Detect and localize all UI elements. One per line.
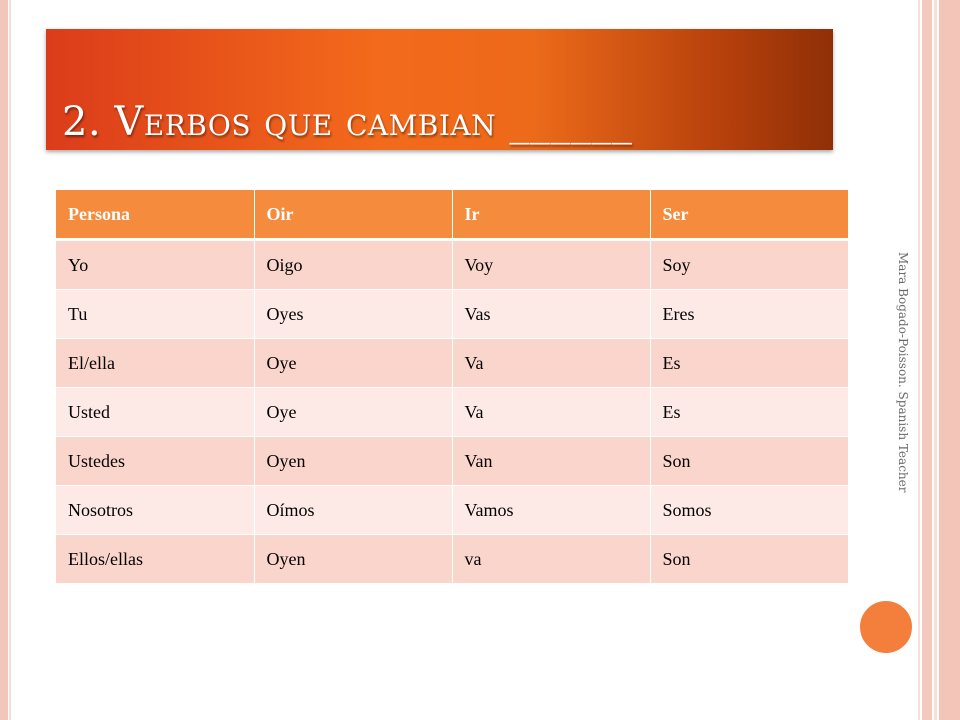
- table-row: [56, 339, 848, 388]
- table-row: [56, 240, 848, 290]
- header-ir: Ir: [452, 190, 650, 240]
- cell-persona: Nosotros: [56, 486, 254, 535]
- header-oir: Oir: [254, 190, 452, 240]
- left-margin-stripe: [0, 0, 8, 720]
- cell-persona: Tu: [56, 290, 254, 339]
- table-header-row: [56, 190, 848, 240]
- table-row: [56, 486, 848, 535]
- cell-persona: Ustedes: [56, 437, 254, 486]
- right-margin-stripe-2: [922, 0, 932, 720]
- cell-ser: Es: [650, 388, 848, 437]
- cell-oir: Oigo: [254, 240, 452, 290]
- cell-ir: Vas: [452, 290, 650, 339]
- cell-oir: Oímos: [254, 486, 452, 535]
- right-margin-stripe-3: [934, 0, 937, 720]
- slide-title: 2. Verbos que cambian ______: [62, 99, 633, 145]
- header-persona: Persona: [56, 190, 254, 240]
- cell-ser: Son: [650, 437, 848, 486]
- verb-conjugation-table: [56, 190, 849, 584]
- cell-ir: Vamos: [452, 486, 650, 535]
- cell-oir: Oyen: [254, 437, 452, 486]
- cell-ir: Van: [452, 437, 650, 486]
- left-margin-stripe-thin: [9, 0, 11, 720]
- cell-ser: Somos: [650, 486, 848, 535]
- right-margin-stripe-4: [939, 0, 960, 720]
- cell-ir: va: [452, 535, 650, 584]
- table-row: [56, 535, 848, 584]
- cell-oir: Oyes: [254, 290, 452, 339]
- table-row: [56, 290, 848, 339]
- cell-persona: Usted: [56, 388, 254, 437]
- cell-oir: Oye: [254, 339, 452, 388]
- cell-ir: Voy: [452, 240, 650, 290]
- cell-oir: Oyen: [254, 535, 452, 584]
- cell-ser: Soy: [650, 240, 848, 290]
- table-row: [56, 437, 848, 486]
- header-ser: Ser: [650, 190, 848, 240]
- author-side-note: Mara Bogado-Poisson. Spanish Teacher: [896, 252, 910, 493]
- cell-persona: Yo: [56, 240, 254, 290]
- cell-ser: Es: [650, 339, 848, 388]
- cell-ser: Son: [650, 535, 848, 584]
- right-margin-stripe-1: [918, 0, 920, 720]
- decorative-circle: [857, 598, 915, 656]
- cell-ir: Va: [452, 339, 650, 388]
- cell-ser: Eres: [650, 290, 848, 339]
- cell-oir: Oye: [254, 388, 452, 437]
- cell-persona: Ellos/ellas: [56, 535, 254, 584]
- table-row: [56, 388, 848, 437]
- cell-ir: Va: [452, 388, 650, 437]
- cell-persona: El/ella: [56, 339, 254, 388]
